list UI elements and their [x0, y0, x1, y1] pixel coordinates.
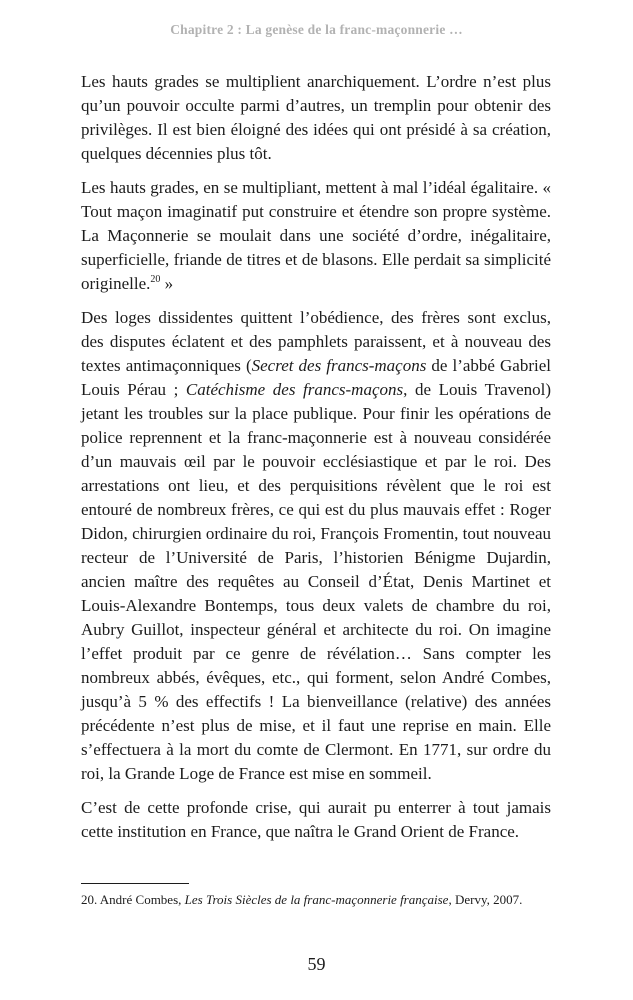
- page-number: 59: [307, 954, 326, 974]
- paragraph-1: Les hauts grades se multiplient anarchiquement. L’ordre n’est plus qu’un pouvoir occulte parmi d’autres, un tremplin pour obtenir des privilèges. Il est bien éloigné des idées qui ont présidé à sa création, quelques décennies plus tôt.: [81, 72, 551, 163]
- footnote-divider: [81, 883, 189, 884]
- paragraph-4: C’est de cette profonde crise, qui aurait pu enterrer à tout jamais cette institution en France, que naîtra le Grand Orient de France.: [81, 798, 551, 841]
- paragraph-2-closing-quote: »: [160, 274, 174, 293]
- book-title-catechisme: Catéchisme des francs-maçons: [185, 380, 404, 399]
- footnote-book-title: Les Trois Siècles de la franc-maçonnerie française: [184, 892, 449, 907]
- footnote-20: [81, 890, 551, 909]
- book-title-secret: Secret des francs-maçons: [251, 356, 427, 375]
- footnote-suffix: , Dervy, 2007.: [448, 892, 523, 907]
- running-header: Chapitre 2 : La genèse de la franc-maçonnerie …: [170, 22, 463, 37]
- body-text: [81, 70, 551, 854]
- footnote-prefix: 20. André Combes,: [81, 892, 185, 907]
- paragraph-3: [81, 306, 551, 786]
- paragraph-3-part-b: de l’abbé Gabriel Louis Pérau ;: [81, 356, 552, 399]
- paragraph-3-part-a: Des loges dissidentes quittent l’obédience, des frères sont exclus, des disputes éclatent et des pamphlets paraissent, et à nouveau des textes antimaçonniques (: [81, 308, 551, 375]
- paragraph-2-text: Les hauts grades, en se multipliant, mettent à mal l’idéal égalitaire. « Tout maçon imaginatif put construire et étendre son propre système. La Maçonnerie se moulait dans une société d’ordre, inégalitaire, superficielle, friande de titres et de blasons. Elle perdait sa simplicité originelle.: [81, 178, 551, 293]
- paragraph-3-part-c: , de Louis Travenol) jetant les troubles sur la place publique. Pour finir les opérations de police reprennent et la franc-maçonnerie est à nouveau considérée d’un mauvais œil par le pouvoir ecclésiastique et par le roi. Des arrestations ont lieu, et des perquisitions révèlent que le roi est entouré de nombreux frères, ce qui est du plus mauvais effet : Roger Didon, chirurgien ordinaire du roi, François Fromentin, tout nouveau recteur de l’Université de Paris, l’historien Bénigme Dujardin, ancien maître des requêtes au Conseil d’État, Denis Martinet et Louis-Alexandre Bontemps, tous deux valets de chambre du roi, Aubry Guillot, inspecteur général et architecte du roi. On imagine l’effet produit par ce genre de révélation… Sans compter les nombreux abbés, évêques, etc., qui forment, selon André Combes, jusqu’à 5 % des effectifs ! La bienveillance (relative) des années précédente n’est plus de mise, et il faut une reprise en main. Elle s’effectuera à la mort du comte de Clermont. En 1771, sur ordre du roi, la Grande Loge de France est mise en sommeil.: [81, 380, 551, 783]
- footnote-reference: 20: [150, 274, 161, 285]
- paragraph-2: [81, 176, 551, 296]
